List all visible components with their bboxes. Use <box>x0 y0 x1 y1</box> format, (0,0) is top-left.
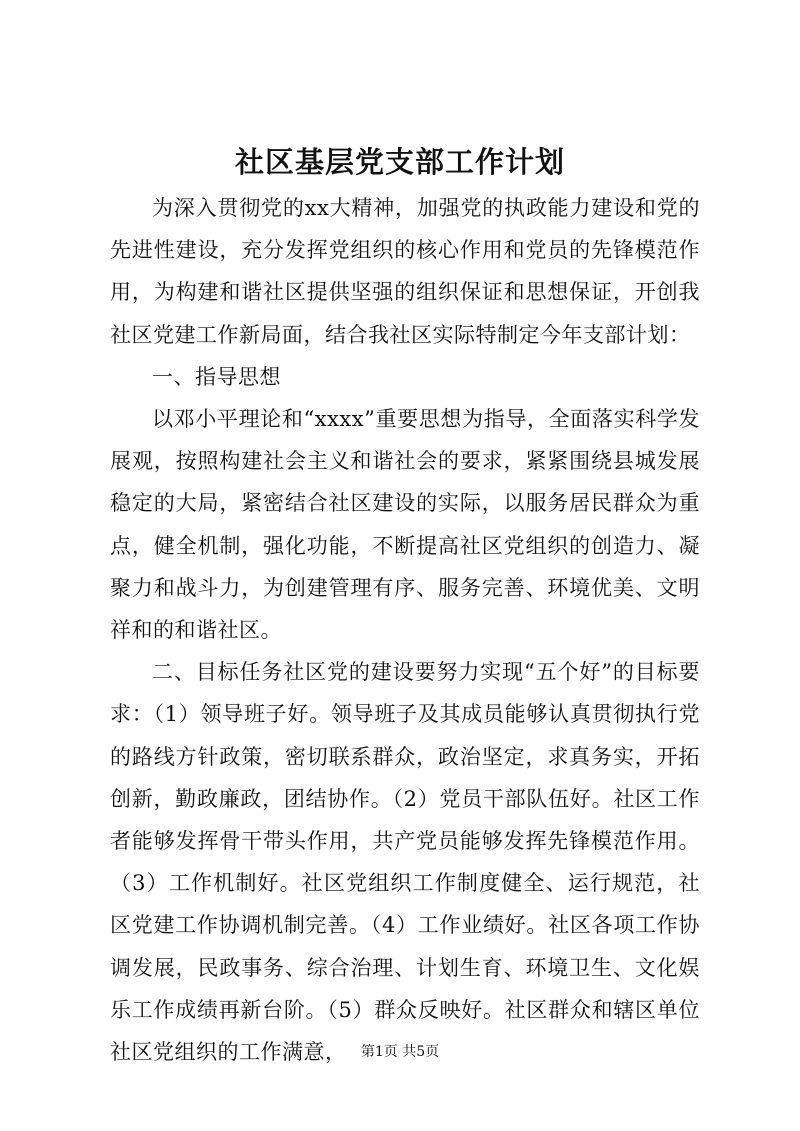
section-heading-guiding-thought: 一、指导思想 <box>152 364 281 389</box>
paragraph-guiding-thought: 以邓小平理论和“xxxx”重要思想为指导，全面落实科学发展观，按照构建社会主义和谐社会的要求，紧紧围绕县城发展稳定的大局，紧密结合社区建设的实际，以服务居民群众为重点，健全机制，强化功能，不断提高社区党组织的创造力、凝聚力和战斗力，为创建管理有序、服务完善、环境优美、文明祥和的和谐社区。 <box>110 407 700 643</box>
document-body <box>110 187 700 1073</box>
page-number-footer: 第1页 共5页 <box>360 1044 440 1060</box>
paragraph-intro: 为深入贯彻党的xx大精神，加强党的执政能力建设和党的先进性建设，充分发挥党组织的核心作用和党员的先锋模范作用，为构建和谐社区提供坚强的组织保证和思想保证，开创我社区党建工作新局面，结合我社区实际特制定今年支部计划： <box>110 196 700 347</box>
document-title: 社区基层党支部工作计划 <box>234 145 565 179</box>
paragraph-objectives: 二、目标任务社区党的建设要努力实现“五个好”的目标要求：（1）领导班子好。领导班子及其成员能够认真贯彻执行党的路线方针政策，密切联系群众，政治坚定，求真务实，开拓创新，勤政廉政，团结协作。（2）党员干部队伍好。社区工作者能够发挥骨干带头作用，共产党员能够发挥先锋模范作用。（3）工作机制好。社区党组织工作制度健全、运行规范，社区党建工作协调机制完善。（4）工作业绩好。社区各项工作协调发展，民政事务、综合治理、计划生育、环境卫生、文化娱乐工作成绩再新台阶。（5）群众反映好。社区群众和辖区单位社区党组织的工作满意， <box>110 660 700 1065</box>
